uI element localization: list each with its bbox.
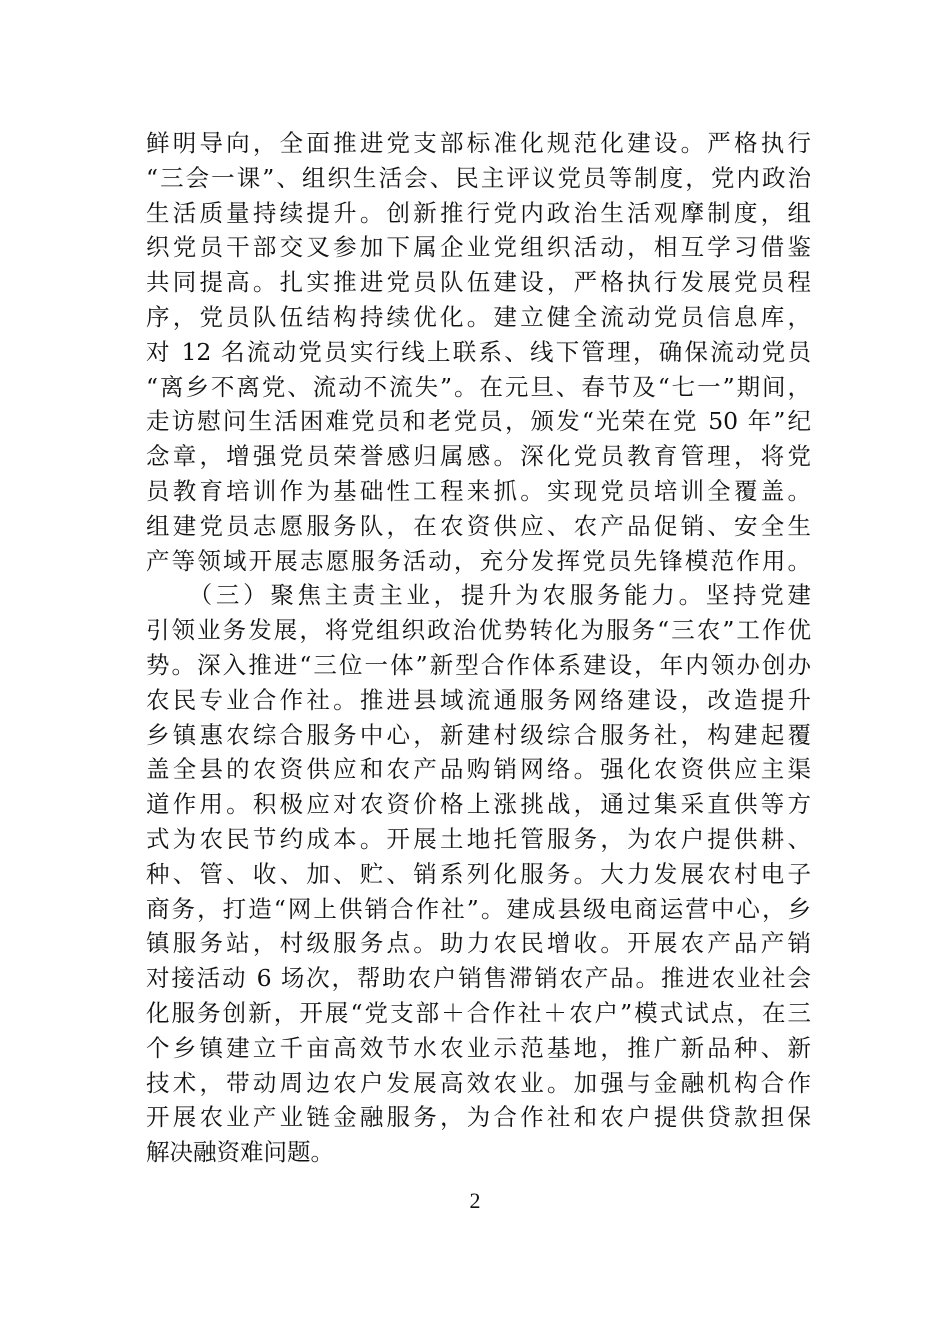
- text-line: 道作用。积极应对农资价格上涨挑战，通过集采直供等方: [146, 790, 811, 819]
- text-line: 生活质量持续提升。创新推行党内政治生活观摩制度，组: [146, 198, 811, 227]
- text-line: 鲜明导向，全面推进党支部标准化规范化建设。严格执行: [146, 129, 811, 157]
- text-line: 念章，增强党员荣誉感归属感。深化党员教育管理，将党: [146, 442, 811, 471]
- text-line: 化服务创新，开展“党支部＋合作社＋农户”模式试点，在三: [146, 998, 811, 1027]
- text-line: 势。深入推进“三位一体”新型合作体系建设，年内领办创办: [146, 650, 811, 679]
- text-line: 对 12 名流动党员实行线上联系、线下管理，确保流动党员: [146, 337, 811, 366]
- text-line: 解决融资难问题。: [146, 1138, 334, 1167]
- text-line: 产等领域开展志愿服务活动，充分发挥党员先锋模范作用。: [146, 546, 811, 575]
- text-line: 商务，打造“网上供销合作社”。建成县级电商运营中心，乡: [146, 894, 811, 923]
- body-text: [146, 126, 811, 1170]
- text-line: “三会一课”、组织生活会、民主评议党员等制度，党内政治: [146, 163, 811, 192]
- text-line: “离乡不离党、流动不流失”。在元旦、春节及“七一”期间，: [146, 372, 811, 401]
- text-line: 组建党员志愿服务队，在农资供应、农产品促销、安全生: [146, 511, 811, 540]
- text-line: 乡镇惠农综合服务中心，新建村级综合服务社，构建起覆: [146, 720, 811, 749]
- text-line: 走访慰问生活困难党员和老党员，颁发“光荣在党 50 年”纪: [146, 407, 811, 436]
- text-line: 镇服务站，村级服务点。助力农民增收。开展农产品产销: [146, 929, 811, 958]
- text-line: 织党员干部交叉参加下属企业党组织活动，相互学习借鉴: [146, 233, 811, 262]
- text-line: 员教育培训作为基础性工程来抓。实现党员培训全覆盖。: [146, 476, 811, 505]
- text-line: 引领业务发展，将党组织政治优势转化为服务“三农”工作优: [146, 616, 811, 645]
- text-line: 开展农业产业链金融服务，为合作社和农户提供贷款担保: [146, 1103, 811, 1132]
- text-line: 个乡镇建立千亩高效节水农业示范基地，推广新品种、新: [146, 1033, 811, 1062]
- text-line: 式为农民节约成本。开展土地托管服务，为农户提供耕、: [146, 824, 811, 853]
- text-line: （三）聚焦主责主业，提升为农服务能力。坚持党建: [146, 581, 811, 610]
- text-line: 序，党员队伍结构持续优化。建立健全流动党员信息库，: [146, 302, 811, 331]
- text-line: 对接活动 6 场次，帮助农户销售滞销农产品。推进农业社会: [146, 964, 811, 993]
- text-line: 盖全县的农资供应和农产品购销网络。强化农资供应主渠: [146, 755, 811, 784]
- page-number: 2: [469, 1188, 481, 1213]
- text-line: 共同提高。扎实推进党员队伍建设，严格执行发展党员程: [146, 268, 811, 297]
- text-line: 农民专业合作社。推进县域流通服务网络建设，改造提升: [146, 685, 811, 714]
- text-line: 技术，带动周边农户发展高效农业。加强与金融机构合作: [146, 1068, 811, 1097]
- text-line: 种、管、收、加、贮、销系列化服务。大力发展农村电子: [146, 859, 811, 888]
